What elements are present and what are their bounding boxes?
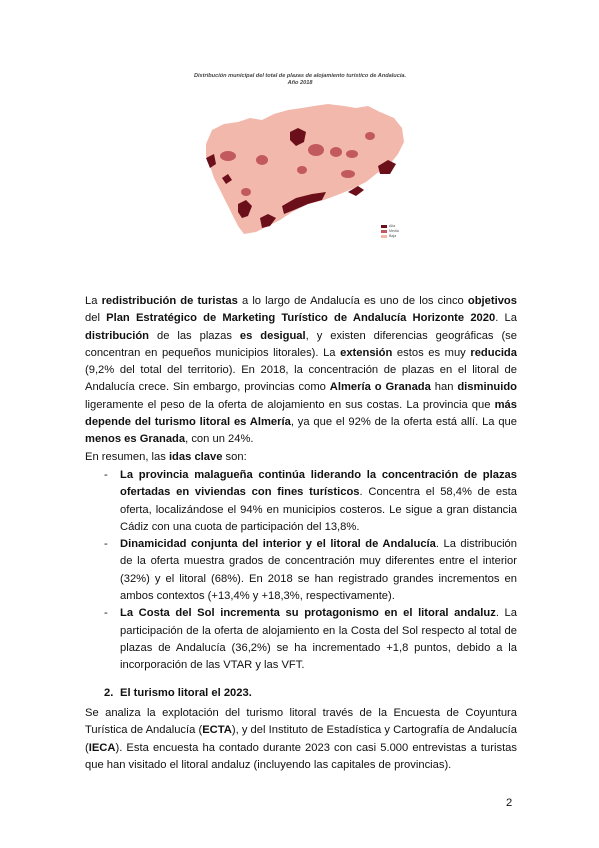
legend-swatch — [381, 235, 387, 239]
legend-item — [381, 234, 399, 239]
bold-text-run: objetivos — [467, 295, 517, 307]
text-run: de las plazas — [149, 329, 240, 342]
list-item-bold: La provincia malagueña continúa liderando la concentración de plazas ofertadas en viviendas con fines turísticos — [120, 469, 517, 499]
bold-text-run: distribución — [85, 329, 150, 342]
bold-text-run: reducida — [470, 346, 517, 359]
map-title — [170, 73, 430, 87]
list-dash: - — [104, 538, 108, 551]
text-run: ligeramente el peso de la oferta de alojamiento en sus costas. La provincia que — [85, 398, 495, 411]
section-title: El turismo litoral el 2023. — [120, 687, 252, 699]
key-ideas-list — [104, 467, 517, 675]
bold-text-run: es desigual — [239, 329, 306, 342]
text-run: a lo largo de Andalucía es uno de los cinco — [237, 295, 468, 307]
list-item-bold: Dinamicidad conjunta del interior y el litoral de Andalucía — [120, 538, 436, 551]
list-item-text: . La participación de la oferta de alojamiento en la Costa del Sol respecto al total de plazas de Andalucía (36,2%) se ha incrementado +1,8 puntos, debido a la incorporación de las VTAR y las VFT. — [120, 607, 517, 672]
list-item — [104, 467, 517, 536]
andalucia-map — [198, 94, 408, 239]
legend-swatch — [381, 230, 387, 234]
summary-intro-post: son: — [222, 451, 247, 463]
text-run: (9,2% del total del territorio). En 2018, la concentración de plazas en el litoral de Andalucía crece. Sin embargo, provincias como — [85, 364, 517, 394]
bold-text-run: ECTA — [202, 724, 232, 737]
list-item-bold: La Costa del Sol incrementa su protagonismo en el litoral andaluz — [120, 607, 496, 620]
map-title-line2: Año 2018 — [287, 80, 313, 86]
bold-text-run: más depende del turismo litoral es Almería — [85, 398, 517, 429]
bold-text-run: redistribución de turistas — [101, 295, 238, 307]
bold-text-run: Plan Estratégico de Marketing Turístico de Andalucía Horizonte 2020 — [106, 312, 496, 325]
bold-text-run: Almería o Granada — [329, 381, 431, 394]
section-number: 2. — [104, 687, 114, 699]
text-run: han — [430, 381, 458, 394]
list-dash: - — [104, 469, 108, 481]
legend-swatch — [381, 225, 387, 229]
bold-text-run: disminuido — [457, 381, 518, 394]
text-run: estos es muy — [392, 346, 471, 359]
text-run: , ya que el 92% de la oferta está allí. La que — [290, 416, 518, 429]
list-item-text: . Concentra el 58,4% de esta oferta, localizándose el 94% en municipios costeros. Le sigue a gran distancia Cádiz con una cuota de participación del 13,8%. — [120, 486, 517, 533]
text-run: La — [85, 295, 102, 307]
legend-label: Alta — [389, 224, 396, 228]
legend-label: Baja — [389, 234, 397, 238]
paragraph-redistribution — [85, 293, 517, 449]
list-dash: - — [104, 607, 108, 620]
summary-intro-bold: idas clave — [168, 451, 223, 463]
paragraph-summary-intro — [85, 449, 385, 466]
bold-text-run: menos es Granada — [85, 433, 186, 446]
summary-intro-pre: En resumen, las — [85, 451, 169, 463]
text-run: , y existen diferencias geográficas (se concentran en pequeños municipios litorales). La — [85, 329, 517, 359]
paragraph-litoral-2023 — [85, 705, 517, 774]
section-heading — [104, 687, 252, 699]
text-run: ). Esta encuesta ha contado durante 2023 con casi 5.000 entrevistas a turistas que han visitado el litoral andaluz (incluyendo las capitales de provincias). — [85, 741, 517, 771]
text-run: ), y del Instituto de Estadística y Cartografía de Andalucía ( — [85, 724, 517, 754]
map-legend — [381, 224, 399, 239]
legend-label: Media — [389, 229, 399, 233]
text-run: del — [85, 312, 107, 325]
bold-text-run: IECA — [88, 741, 116, 754]
page-number: 2 — [506, 797, 513, 809]
text-run: . La — [495, 312, 517, 325]
text-run: Se analiza la explotación del turismo litoral través de la Encuesta de Coyuntura Turística de Andalucía ( — [85, 707, 517, 737]
bold-text-run: extensión — [340, 346, 393, 359]
list-item — [104, 605, 517, 674]
list-item — [104, 536, 517, 605]
map-title-line1: Distribución municipal del total de plazas de alojamiento turístico de Andalucía. — [193, 73, 407, 79]
text-run: , con un 24%. — [185, 433, 254, 446]
list-item-text: . La distribución de la oferta muestra grados de concentración muy diferentes entre el interior (32%) y el litoral (68%). En 2018 se han registrado grandes incrementos en ambos contextos (+13,4% y +18,3%, respectivamente). — [120, 538, 517, 603]
